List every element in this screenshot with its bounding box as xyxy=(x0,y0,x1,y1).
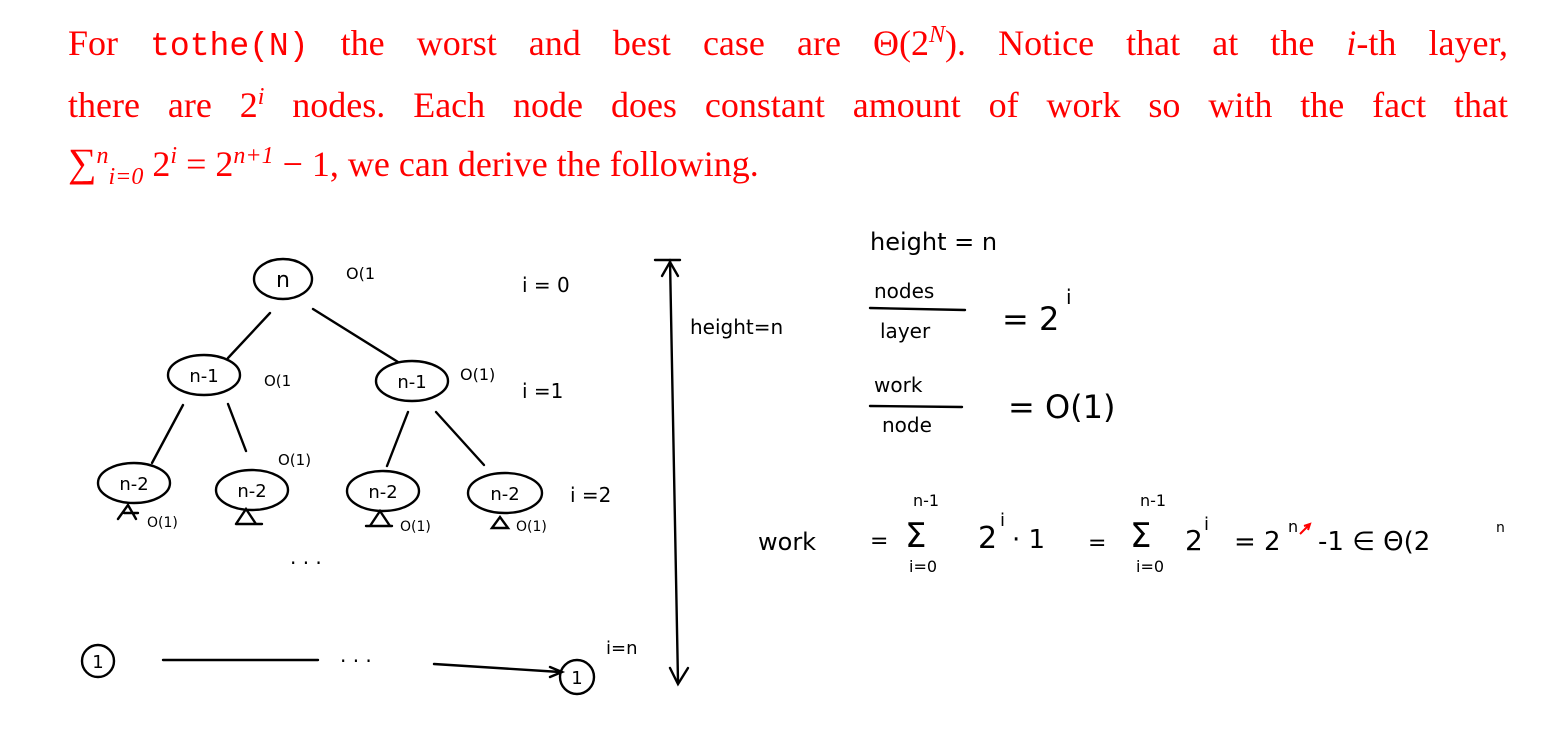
n-2-node-a-label: n-2 xyxy=(119,474,149,495)
red-correction-mark xyxy=(1300,524,1310,534)
cost-c: O(1) xyxy=(400,519,431,535)
work-eq-b: = xyxy=(1088,531,1107,556)
leaf-arrow-line-2 xyxy=(434,664,560,672)
subtree-d xyxy=(492,517,508,528)
root-node-label: n xyxy=(276,268,290,293)
edge-l1-a xyxy=(152,405,183,463)
work-label: work xyxy=(758,528,817,556)
n-2-node-d-label: n-2 xyxy=(490,484,520,505)
paragraph-line-1: For tothe(N) the worst and best case are $\Theta(2^N)$. Notice that at the i-th layer, xyxy=(68,22,1509,65)
paragraph-line-3: ∑$^n_{i=0}$ $2^i = 2^{n+1} - 1$, we can derive the following. xyxy=(68,140,759,191)
result-base: = 2 xyxy=(1234,527,1281,557)
n-2-node-b-label: n-2 xyxy=(237,481,267,502)
subtree-a xyxy=(118,505,138,519)
height-arrow-line xyxy=(670,260,678,682)
left-n-1-label: n-1 xyxy=(189,366,219,387)
sum-symbol: ∑ xyxy=(68,140,97,185)
layer-1-label: i =1 xyxy=(522,379,564,403)
level-2-cost-top: O(1) xyxy=(278,451,312,469)
edge-root-right xyxy=(313,309,398,362)
nodes-per-layer-exp: i xyxy=(1066,285,1072,309)
result-tail-exp: n xyxy=(1496,520,1505,536)
leaf-right-label: 1 xyxy=(571,668,583,689)
mid-dots: · · · xyxy=(340,649,372,673)
term1-tail: · 1 xyxy=(1012,525,1046,555)
n-2-node-c-label: n-2 xyxy=(368,482,398,503)
work-per-node-eq: = O(1) xyxy=(1008,388,1116,426)
layer-2-label: i =2 xyxy=(570,483,612,507)
subtree-c xyxy=(366,511,392,526)
term2-exp: i xyxy=(1204,514,1210,535)
result-tail: -1 ∈ Θ(2 xyxy=(1318,527,1431,557)
edge-r1-d xyxy=(436,412,484,465)
term1-base: 2 xyxy=(978,521,998,556)
edge-l1-b xyxy=(228,404,246,451)
edge-r1-c xyxy=(387,412,408,466)
sum1-bottom: i=0 xyxy=(909,557,938,576)
fraction-bar-work xyxy=(870,406,962,407)
sum2-bottom: i=0 xyxy=(1136,557,1165,576)
tree-ellipsis: · · · xyxy=(290,551,322,575)
cost-a: O(1) xyxy=(147,515,178,531)
subtree-b xyxy=(236,509,262,524)
height-side-label: height=n xyxy=(690,315,784,339)
sum2-symbol: Σ xyxy=(1130,516,1152,556)
fraction-bar-nodes xyxy=(870,308,965,310)
term2-base: 2 xyxy=(1185,524,1203,557)
node-denominator: node xyxy=(882,413,932,437)
right-n-1-label: n-1 xyxy=(397,372,427,393)
code-tothe: tothe(N) xyxy=(150,28,309,65)
height-equation: height = n xyxy=(870,228,998,256)
sum1-top: n-1 xyxy=(913,491,940,510)
left-n-1-cost: O(1 xyxy=(264,372,292,390)
sum1-symbol: Σ xyxy=(905,516,927,556)
term1-exp: i xyxy=(1000,510,1006,531)
leaf-left-label: 1 xyxy=(92,652,104,673)
paragraph-line-2: there are 2$^i$ nodes. Each node does constant amount of work so with the fact that xyxy=(68,84,1508,125)
root-cost: O(1 xyxy=(346,264,376,283)
nodes-numerator: nodes xyxy=(874,279,935,303)
work-numerator: work xyxy=(874,373,923,397)
work-eq-a: = xyxy=(870,529,889,554)
layer-n-label: i=n xyxy=(606,638,638,659)
nodes-per-layer-eq: = 2 xyxy=(1002,300,1060,338)
layer-0-label: i = 0 xyxy=(522,273,570,297)
sum2-top: n-1 xyxy=(1140,491,1167,510)
edge-root-left xyxy=(228,313,270,358)
result-exp: n xyxy=(1288,517,1299,536)
layer-denominator: layer xyxy=(880,319,931,343)
right-n-1-cost: O(1) xyxy=(460,365,496,384)
cost-d: O(1) xyxy=(516,519,547,535)
